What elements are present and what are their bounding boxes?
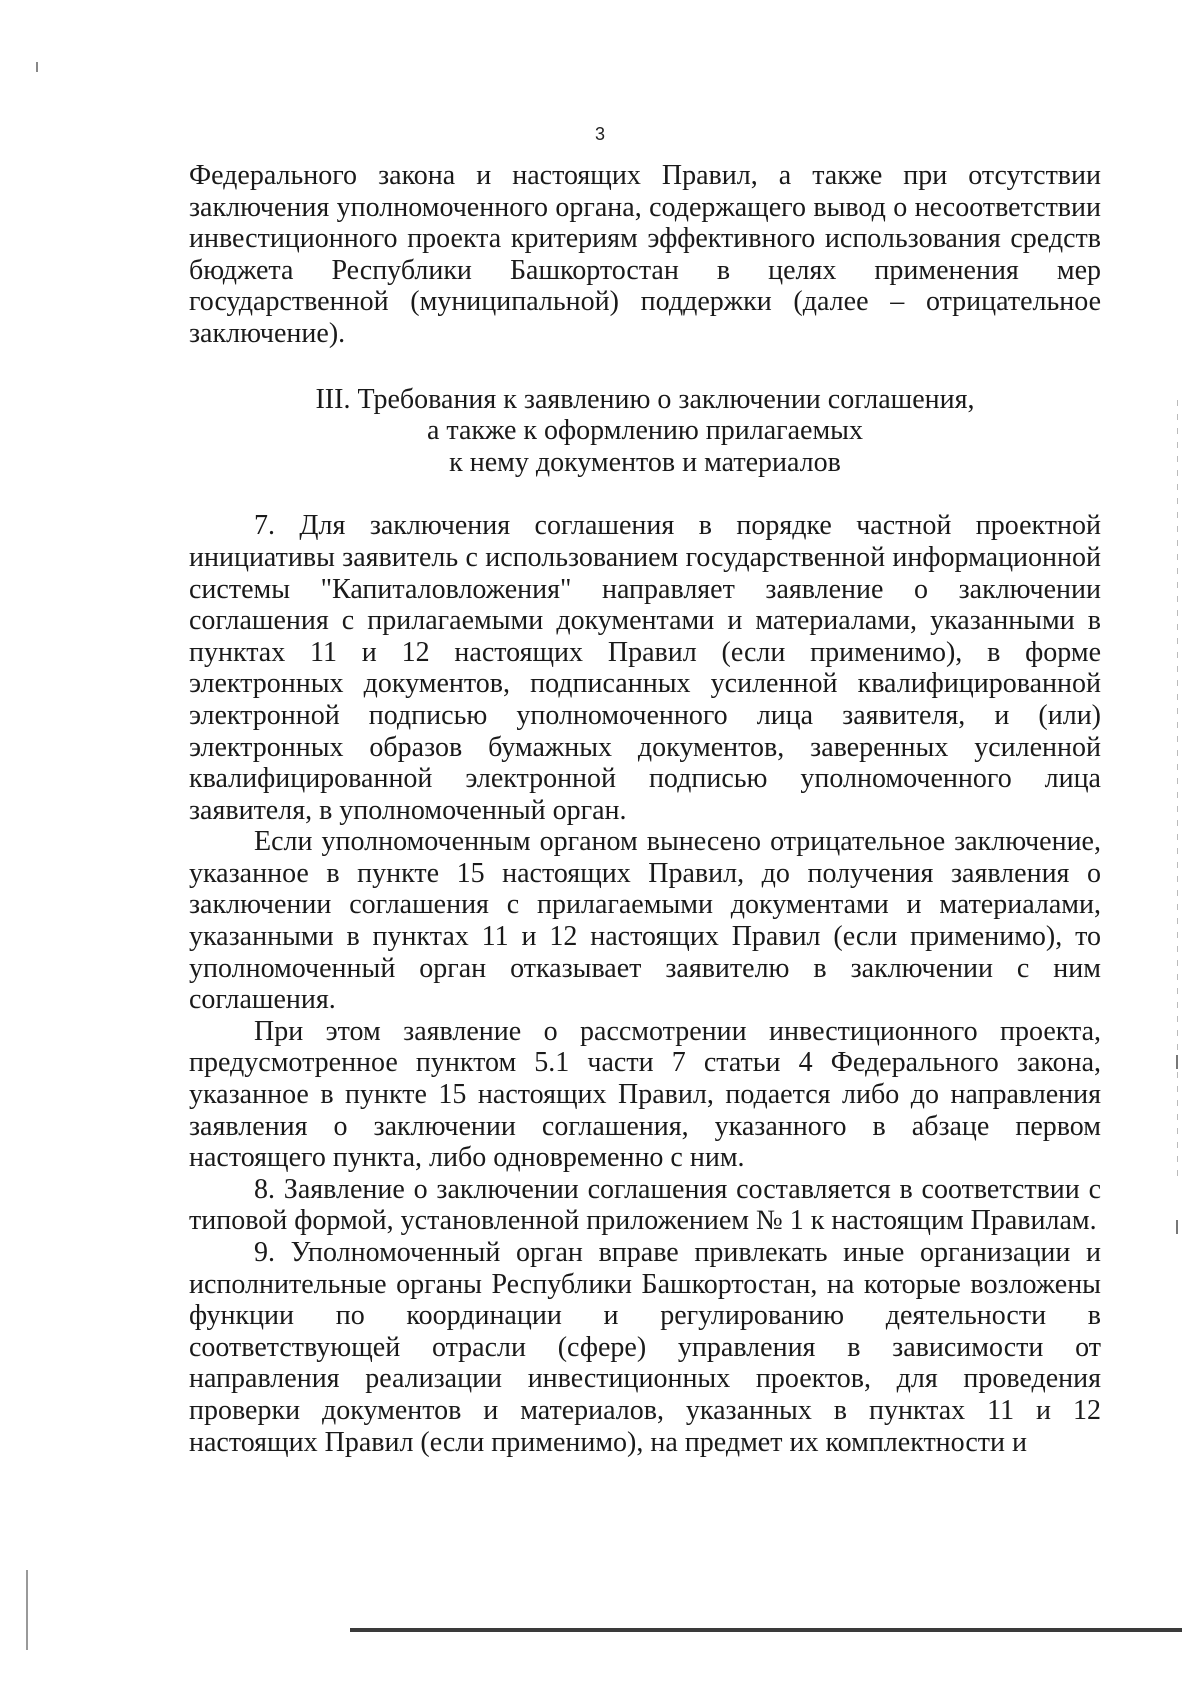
bottom-rule (350, 1628, 1182, 1632)
document-body (189, 160, 1101, 1458)
paragraph-item-9: 9. Уполномоченный орган вправе привлекать иные организации и исполнительные органы Республики Башкортостан, на которые возложены функции по координации и регулированию деятельности в соответствующей отрасли (сфере) управления в зависимости от направления реализации инвестиционных проектов, для проведения проверки документов и материалов, указанных в пунктах 11 и 12 настоящих Правил (если применимо), на предмет их комплектности и (189, 1237, 1101, 1458)
scan-artifact-line (26, 1570, 28, 1650)
section-heading-line: а также к оформлению прилагаемых (426, 415, 863, 447)
paragraph-item-8: 8. Заявление о заключении соглашения составляется в соответствии с типовой формой, установленной приложением № 1 к настоящим Правилам. (189, 1173, 1101, 1237)
section-heading (189, 384, 1101, 479)
scan-artifact-tick (1176, 1220, 1178, 1234)
page-number: 3 (594, 124, 605, 144)
section-heading-line: к нему документов и материалов (449, 446, 841, 478)
scan-artifact-tick (1176, 1055, 1178, 1069)
paragraph-application-timing: При этом заявление о рассмотрении инвестиционного проекта, предусмотренное пунктом 5.1 части 7 статьи 4 Федерального закона, указанное в пункте 15 настоящих Правил, подается либо до направления заявления о заключении соглашения, указанного в абзаце первом настоящего пункта, либо одновременно с ним. (189, 1015, 1101, 1174)
paragraph-negative-conclusion: Если уполномоченным органом вынесено отрицательное заключение, указанное в пункте 15 настоящих Правил, до получения заявления о заключении соглашения с прилагаемыми документами и материалами, указанными в пунктах 11 и 12 настоящих Правил (если применимо), то уполномоченный орган отказывает заявителю в заключении с ним соглашения. (189, 826, 1101, 1016)
scan-artifact-mark (36, 62, 38, 72)
paragraph-item-7: 7. Для заключения соглашения в порядке частной проектной инициативы заявитель с использованием государственной информационной системы "Капиталовложения" направляет заявление о заключении соглашения с прилагаемыми документами и материалами, указанными в пунктах 11 и 12 настоящих Правил (если применимо), в форме электронных документов, подписанных усиленной квалифицированной электронной подписью уполномоченного лица заявителя, и (или) электронных образов бумажных документов, заверенных усиленной квалифицированной электронной подписью уполномоченного лица заявителя, в уполномоченный орган. (189, 510, 1101, 826)
intro-paragraph: Федерального закона и настоящих Правил, а также при отсутствии заключения уполномоченного органа, содержащего вывод о несоответствии инвестиционного проекта критериям эффективного использования средств бюджета Республики Башкортостан в целях применения мер государственной (муниципальной) поддержки (далее – отрицательное заключение). (189, 160, 1101, 349)
section-heading-line: III. Требования к заявлению о заключении соглашения, (315, 383, 975, 415)
